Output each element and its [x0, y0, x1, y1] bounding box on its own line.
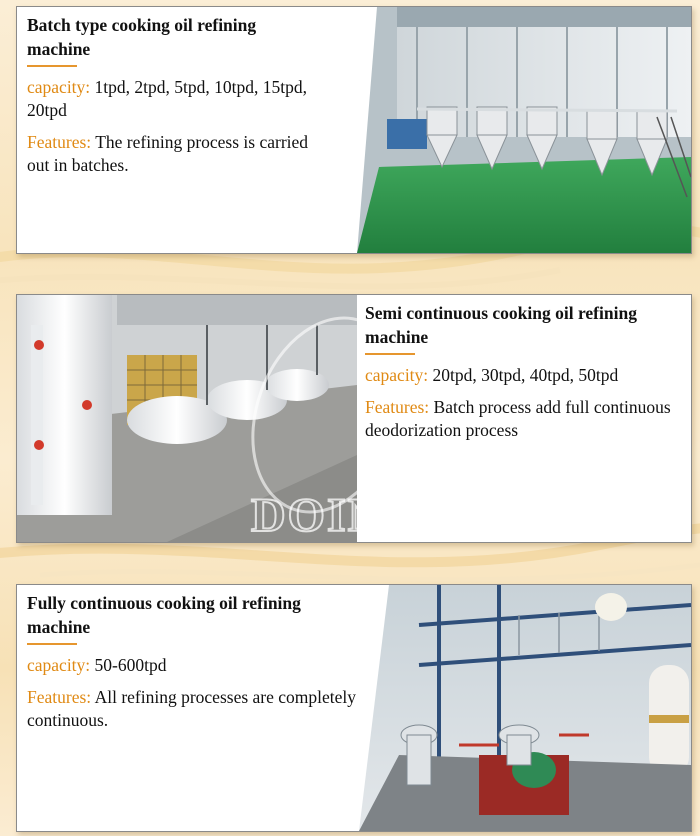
capacity-value: 20tpd, 30tpd, 40tpd, 50tpd — [432, 365, 619, 385]
fully-continuous-refining-card — [16, 584, 692, 832]
fully-continuous-machine-photo — [359, 585, 691, 831]
features-line — [27, 131, 317, 177]
batch-machine-photo — [357, 7, 691, 253]
semi-continuous-machine-photo — [17, 295, 357, 542]
batch-refining-card — [16, 6, 692, 254]
title-underline — [27, 643, 77, 645]
semi-card-text — [365, 301, 685, 451]
capacity-label: capacity: — [27, 77, 91, 97]
capacity-line — [365, 364, 685, 387]
fully-card-text — [27, 591, 357, 741]
semi-continuous-refining-card — [16, 294, 692, 543]
features-line — [365, 396, 685, 442]
features-label: Features: — [27, 132, 92, 152]
title-underline — [27, 65, 77, 67]
title-underline — [365, 353, 415, 355]
features-value: The refining process is carried out in batches. — [27, 132, 309, 175]
capacity-label: capacity: — [27, 655, 91, 675]
capacity-line — [27, 76, 317, 122]
capacity-line — [27, 654, 357, 677]
card-title: Batch type cooking oil refining machine — [27, 15, 257, 59]
card-title: Semi continuous cooking oil refining machine — [365, 303, 637, 347]
capacity-value: 50-600tpd — [94, 655, 167, 675]
features-value: All refining processes are completely continuous. — [27, 687, 357, 730]
features-value: Batch process add full continuous deodorization process — [365, 397, 671, 440]
watermark-text: DOING — [251, 489, 424, 535]
features-label: Features: — [27, 687, 92, 707]
capacity-value: 1tpd, 2tpd, 5tpd, 10tpd, 15tpd, 20tpd — [27, 77, 307, 120]
capacity-label: capacity: — [365, 365, 429, 385]
features-line — [27, 686, 357, 732]
batch-card-text — [27, 13, 317, 186]
card-title: Fully continuous cooking oil refining machine — [27, 593, 301, 637]
features-label: Features: — [365, 397, 430, 417]
